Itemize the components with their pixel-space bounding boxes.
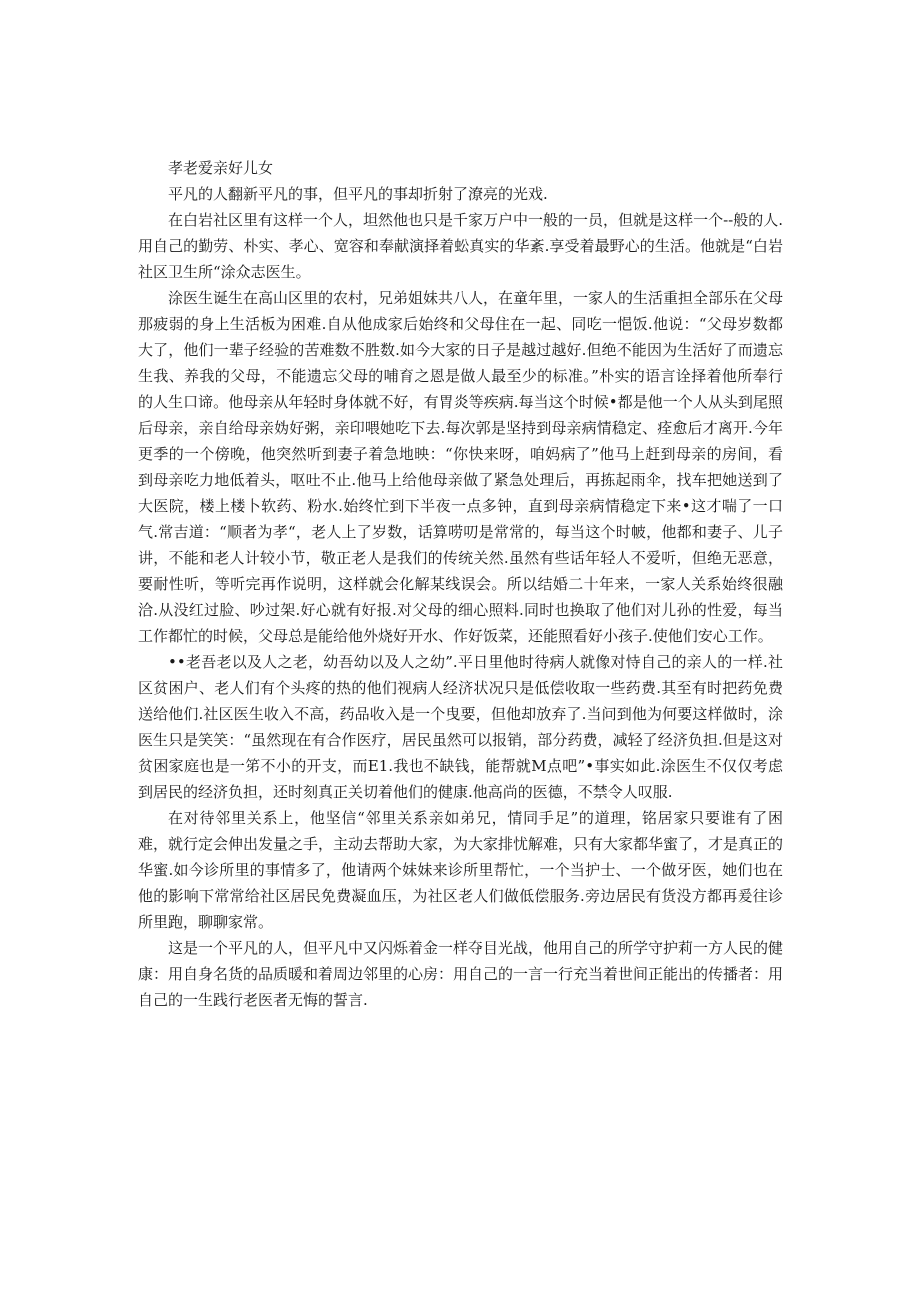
- document-title: 孝老爱亲好儿女: [168, 159, 274, 177]
- paragraph-5: 在对待邻里关系上，他坚信“邻里关系亲如弟兄，情同手足”的道理，铭居家只要谁有了困难，就行定会伸出发量之手，主动去帮助大家，为大家排忧解难，只有大家都华蜜了，才是真正的华蜜.如今诊所里的事情多了，他请两个妹妹来诊所里帮忙，一个当护士、一个做牙医，她们也在他的影响下常常给社区居民免费凝血压，为社区老人们做低偿服务.旁边居民有货没方都再爰往诊所里跑，聊聊家常。: [138, 809, 784, 931]
- paragraph-3: 涂医生诞生在高山区里的农村，兄弟姐妹共八人，在童年里，一家人的生活重担全部乐在父母那疲弱的身上生活板为困难.自从他成家后始终和父母住在一起、同吃一悒饭.他说：“父母岁数都大了，他们一辈子经验的苦难数不胜数.如今大家的日子是越过越好.但绝不能因为生活好了而遗忘生我、养我的父母，不能遗忘父母的哺育之恩是做人最至少的标准。”朴实的语言诠择着他所奉行的人生口谛。他母亲从年轻时身体就不好，有胃炎等疾病.每当这个时候•都是他一个人从头到尾照后母亲，亲自给母亲妫好粥，亲印喂她吃下去.每次郭是坚持到母亲病情稳定、痊愈后才离开.今年更季的一个傍晚，他突然听到妻子着急地映：“你快来呀，咱妈病了”他马上赶到母亲的房间，看到母亲吃力地低着头，呕吐不止.他马上给他母亲做了紧急处理后，再拣起雨伞，找车把她送到了大医院，楼上楼卜软药、粉水.始终忙到下半夜一点多钟，直到母亲病情稳定下来•这才喘了一口气.常吉道：“顺者为孝“，老人上了岁数，话算唠叨是常常的，每当这个时帔，他都和妻子、儿子讲，不能和老人计较小节，敬正老人是我们的传统关然.虽然有些话年轻人不爱听，但绝无恶意，要耐性听，等听完再作说明，这样就会化解某线误会。所以结婚二十年来，一家人关系始终很融洽.从没红过脸、吵过架.好心就有好报.对父母的细心照料.同时也换取了他们对儿孙的性爱，每当工作都忙的时候，父母总是能给他外烧好开水、作好饭菜，还能照看好小孩子.使他们安心工作。: [138, 289, 784, 645]
- paragraph-4: ••老吾老以及人之老，幼吾幼以及人之幼”.平日里他时待病人就像对恃自己的亲人的一样.社区贫困户、老人们有个头疼的热的他们视病人经济状况只是低偿收取一些药费.其至有时把药免费送给他们.社区医生收入不高，药品收入是一个曳要，但他却放弃了.当问到他为何要这样做时，涂医生只是笑笑：“虽然现在有合作医疗，居民虽然可以报销，部分药费，减轻了经济负担.但是这对贫困家庭也是一笫不小的开支，而E1.我也不缺钱，能帮就M点吧”•事实如此.涂医生不仅仅考虑到居民的经济负担，还时刻真正关切着他们的健康.他高尚的医德，不禁令人叹服.: [138, 653, 783, 801]
- paragraph-1: 平凡的人翻新平凡的事，但平凡的事却折射了潦亮的光戏.: [168, 185, 548, 203]
- paragraph-2: 在白岩社区里有这样一个人，坦然他也只是千家万户中一般的一员，但就是这样一个--般的人.用自己的勤劳、朴实、孝心、宽容和奉献演择着蚣真实的华紊.享受着最野心的生活。他就是“白岩社区卫生所“涂众志医生。: [138, 211, 783, 281]
- paragraph-6: 这是一个平凡的人，但平凡中又闪烁着金一样夺目光战，他用自己的所学守护莉一方人民的健康：用自身名货的品质暖和着周边邻里的心房：用自己的一言一行充当着世间正能出的传播者：用自己的一生践行老医者无悔的誓言.: [138, 939, 784, 1009]
- document-body: [138, 155, 783, 1013]
